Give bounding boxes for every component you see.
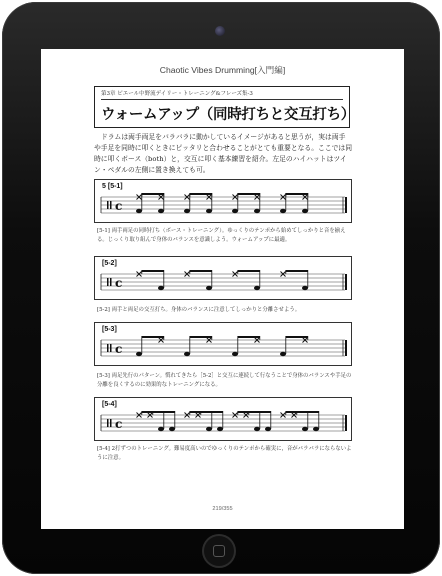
kick-note (217, 427, 223, 431)
example-caption: [5-2] 両手と両足の交互打ち。身体のバランスに注意してしっかりと分離させよう。 (97, 307, 301, 313)
kick-note (158, 427, 164, 431)
kick-note (254, 286, 260, 290)
notation-example-5-1 (94, 179, 352, 223)
example-caption: [5-4] 2打ずつのトレーニング。難易度高いのでゆっくりのテンポから確実に，音がバラバラにならないように注意。 (97, 446, 352, 461)
kick-note (158, 286, 164, 290)
example-number: 5 (102, 183, 106, 190)
final-bar (345, 415, 347, 431)
note-beam (142, 336, 164, 338)
kick-note (302, 427, 308, 431)
time-signature: c (115, 199, 123, 213)
note-beam (190, 270, 212, 272)
note-beam (238, 270, 260, 272)
example-label (102, 401, 117, 408)
example-id: [5-1] (107, 183, 123, 190)
notation-example-5-3 (94, 322, 352, 366)
drum-staff (95, 180, 353, 224)
kick-note (158, 209, 164, 213)
kick-note (169, 427, 175, 431)
kick-note (206, 209, 212, 213)
percussion-clef-icon (110, 201, 112, 209)
note-beam (238, 411, 271, 413)
note-beam (142, 411, 175, 413)
note-beam (286, 411, 319, 413)
kick-note (302, 286, 308, 290)
kick-note (254, 427, 260, 431)
kick-note (254, 209, 260, 213)
final-bar (345, 274, 347, 290)
camera-icon (215, 26, 225, 36)
note-beam (286, 336, 308, 338)
kick-note (302, 209, 308, 213)
chapter-label: 第3章 ピエール中野流デイリー・トレーニング&フレーズ集-3 (101, 89, 343, 100)
final-bar (345, 197, 347, 213)
note-beam (286, 270, 308, 272)
note-beam (190, 411, 223, 413)
intro-paragraph: ドラムは両手両足をバラバラに動かしているイメージがあると思うが，実は両手や手足を同時に叩くときにピッタリと合わせることがとても重要となる。ここでは同時に叩くボース（both）と，交互に叩く基本練習を紹介。左足のハイハットはツイン・ペダルの左側に置き換えても可。 (94, 133, 353, 174)
notation-example-5-2 (94, 256, 352, 300)
example-id: [5-3] (102, 326, 117, 333)
example-label (102, 260, 117, 267)
percussion-clef-icon (107, 201, 109, 209)
time-signature: c (115, 417, 123, 431)
example-caption: [5-1] 両手両足の同時打ち（ボース・トレーニング）。ゆっくりのテンポから始めてしっかりと音を揃える。じっくり取り組んで身体のバランスを意識しよう。ウォームアップに最適。 (97, 228, 346, 243)
chapter-header (94, 86, 356, 128)
note-beam (286, 193, 308, 195)
page-number: 219/355 (212, 506, 233, 512)
kick-note (136, 209, 142, 213)
example-label (102, 326, 117, 333)
percussion-clef-icon (107, 344, 109, 352)
home-button[interactable] (202, 534, 236, 568)
note-beam (190, 193, 212, 195)
notation-example-5-4 (94, 397, 352, 441)
book-title: Chaotic Vibes Drumming[入門編] (159, 65, 286, 75)
drum-staff (95, 257, 353, 301)
kick-note (184, 209, 190, 213)
example-id: [5-4] (102, 401, 117, 408)
final-bar (345, 340, 347, 356)
time-signature: c (115, 342, 123, 356)
kick-note (280, 209, 286, 213)
kick-note (313, 427, 319, 431)
note-beam (190, 336, 212, 338)
kick-note (206, 427, 212, 431)
kick-note (265, 427, 271, 431)
reader-screen[interactable] (41, 49, 404, 529)
note-beam (238, 193, 260, 195)
note-beam (142, 270, 164, 272)
kick-note (206, 286, 212, 290)
tablet-frame (2, 2, 440, 574)
example-id: [5-2] (102, 260, 117, 267)
percussion-clef-icon (107, 278, 109, 286)
percussion-clef-icon (110, 419, 112, 427)
kick-note (184, 352, 190, 356)
note-beam (238, 336, 260, 338)
example-label (102, 183, 123, 190)
kick-note (232, 352, 238, 356)
drum-staff (95, 398, 353, 442)
kick-note (232, 209, 238, 213)
home-square-icon (213, 545, 225, 557)
example-caption: [5-3] 両足先行のパターン。慣れてきたら［5-2］と交互に連続して行なうことで身体のバランスや手足の分離を良くするのに効果的なトレーニングになる。 (97, 373, 352, 388)
percussion-clef-icon (107, 419, 109, 427)
percussion-clef-icon (110, 278, 112, 286)
time-signature: c (115, 276, 123, 290)
chapter-title: ウォームアップ（同時打ちと交互打ち） (101, 107, 356, 123)
drum-staff (95, 323, 353, 367)
kick-note (280, 352, 286, 356)
percussion-clef-icon (110, 344, 112, 352)
kick-note (136, 352, 142, 356)
note-beam (142, 193, 164, 195)
